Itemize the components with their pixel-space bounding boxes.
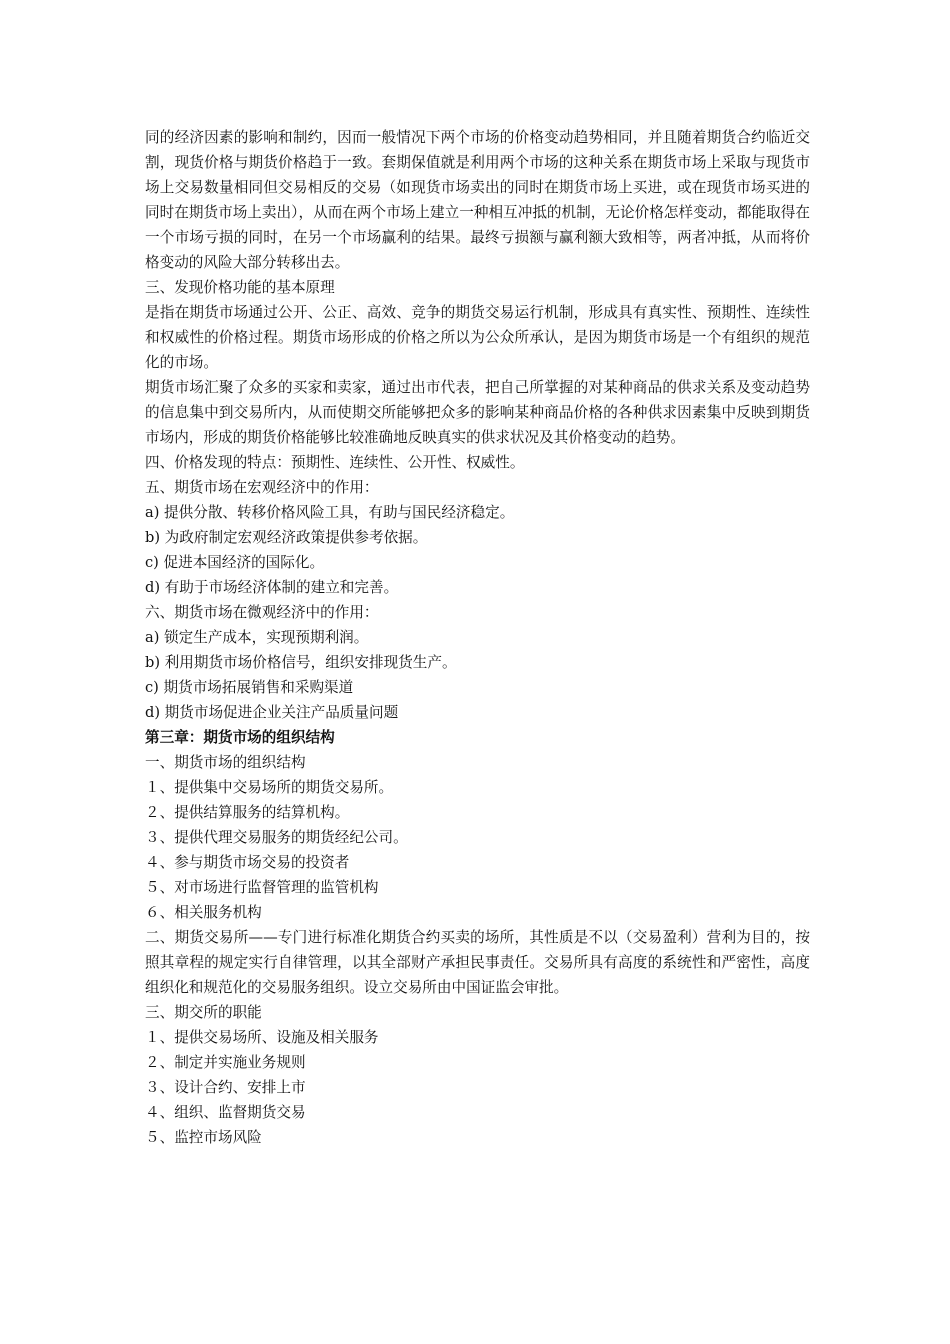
list-item-macro-c: c) 促进本国经济的国际化。 [145,554,325,571]
list-item-macro-b: b) 为政府制定宏观经济政策提供参考依据。 [145,529,428,546]
list-item-func-5: ５、监控市场风险 [145,1129,262,1146]
list-item-org-5: ５、对市场进行监督管理的监管机构 [145,879,379,896]
list-item-func-3: ３、设计合约、安排上市 [145,1079,306,1096]
list-item-func-4: ４、组织、监督期货交易 [145,1104,306,1121]
list-item-org-3: ３、提供代理交易服务的期货经纪公司。 [145,829,408,846]
list-item-func-1: １、提供交易场所、设施及相关服务 [145,1029,379,1046]
list-item-org-2: ２、提供结算服务的结算机构。 [145,804,350,821]
paragraph-exchange-definition: 二、期货交易所——专门进行标准化期货合约买卖的场所，其性质是不以（交易盈利）营利为目的，按照其章程的规定实行自律管理，以其全部财产承担民事责任。交易所具有高度的系统性和严密性，高度组织化和规范化的交易服务组织。设立交易所由中国证监会审批。 [145,929,810,996]
paragraph-price-discovery-definition: 是指在期货市场通过公开、公正、高效、竞争的期货交易运行机制，形成具有真实性、预期性、连续性和权威性的价格过程。期货市场形成的价格之所以为公众所承认，是因为期货市场是一个有组织的规范化的市场。 [145,304,810,371]
heading-exchange-functions: 三、期交所的职能 [145,1004,262,1021]
list-item-org-4: ４、参与期货市场交易的投资者 [145,854,350,871]
list-item-macro-a: a) 提供分散、转移价格风险工具，有助与国民经济稳定。 [145,504,515,521]
heading-price-discovery-features: 四、价格发现的特点：预期性、连续性、公开性、权威性。 [145,454,525,471]
chapter-title: 第三章：期货市场的组织结构 [145,729,335,746]
paragraph-market-aggregation: 期货市场汇聚了众多的买家和卖家，通过出市代表，把自己所掌握的对某种商品的供求关系及变动趋势的信息集中到交易所内，从而使期交所能够把众多的影响某种商品价格的各种供求因素集中反映到期货市场内，形成的期货价格能够比较准确地反映真实的供求状况及其价格变动的趋势。 [145,379,810,446]
list-item-org-6: ６、相关服务机构 [145,904,262,921]
list-item-micro-d: d) 期货市场促进企业关注产品质量问题 [145,704,399,721]
heading-price-discovery-principle: 三、发现价格功能的基本原理 [145,279,335,296]
list-item-micro-a: a) 锁定生产成本，实现预期利润。 [145,629,369,646]
paragraph-hedging-principle: 同的经济因素的影响和制约，因而一般情况下两个市场的价格变动趋势相同，并且随着期货合约临近交割，现货价格与期货价格趋于一致。套期保值就是利用两个市场的这种关系在期货市场上采取与现货市场上交易数量相同但交易相反的交易（如现货市场卖出的同时在期货市场上买进，或在现货市场买进的同时在期货市场上卖出），从而在两个市场上建立一种相互冲抵的机制，无论价格怎样变动，都能取得在一个市场亏损的同时，在另一个市场赢利的结果。最终亏损额与赢利额大致相等，两者冲抵，从而将价格变动的风险大部分转移出去。 [145,129,810,271]
list-item-func-2: ２、制定并实施业务规则 [145,1054,306,1071]
list-item-micro-b: b) 利用期货市场价格信号，组织安排现货生产。 [145,654,457,671]
list-item-macro-d: d) 有助于市场经济体制的建立和完善。 [145,579,399,596]
list-item-micro-c: c) 期货市场拓展销售和采购渠道 [145,679,354,696]
document-page [145,125,810,1150]
heading-macro-role: 五、期货市场在宏观经济中的作用： [145,479,379,496]
list-item-org-1: １、提供集中交易场所的期货交易所。 [145,779,394,796]
heading-micro-role: 六、期货市场在微观经济中的作用： [145,604,379,621]
heading-organization-structure: 一、期货市场的组织结构 [145,754,306,771]
